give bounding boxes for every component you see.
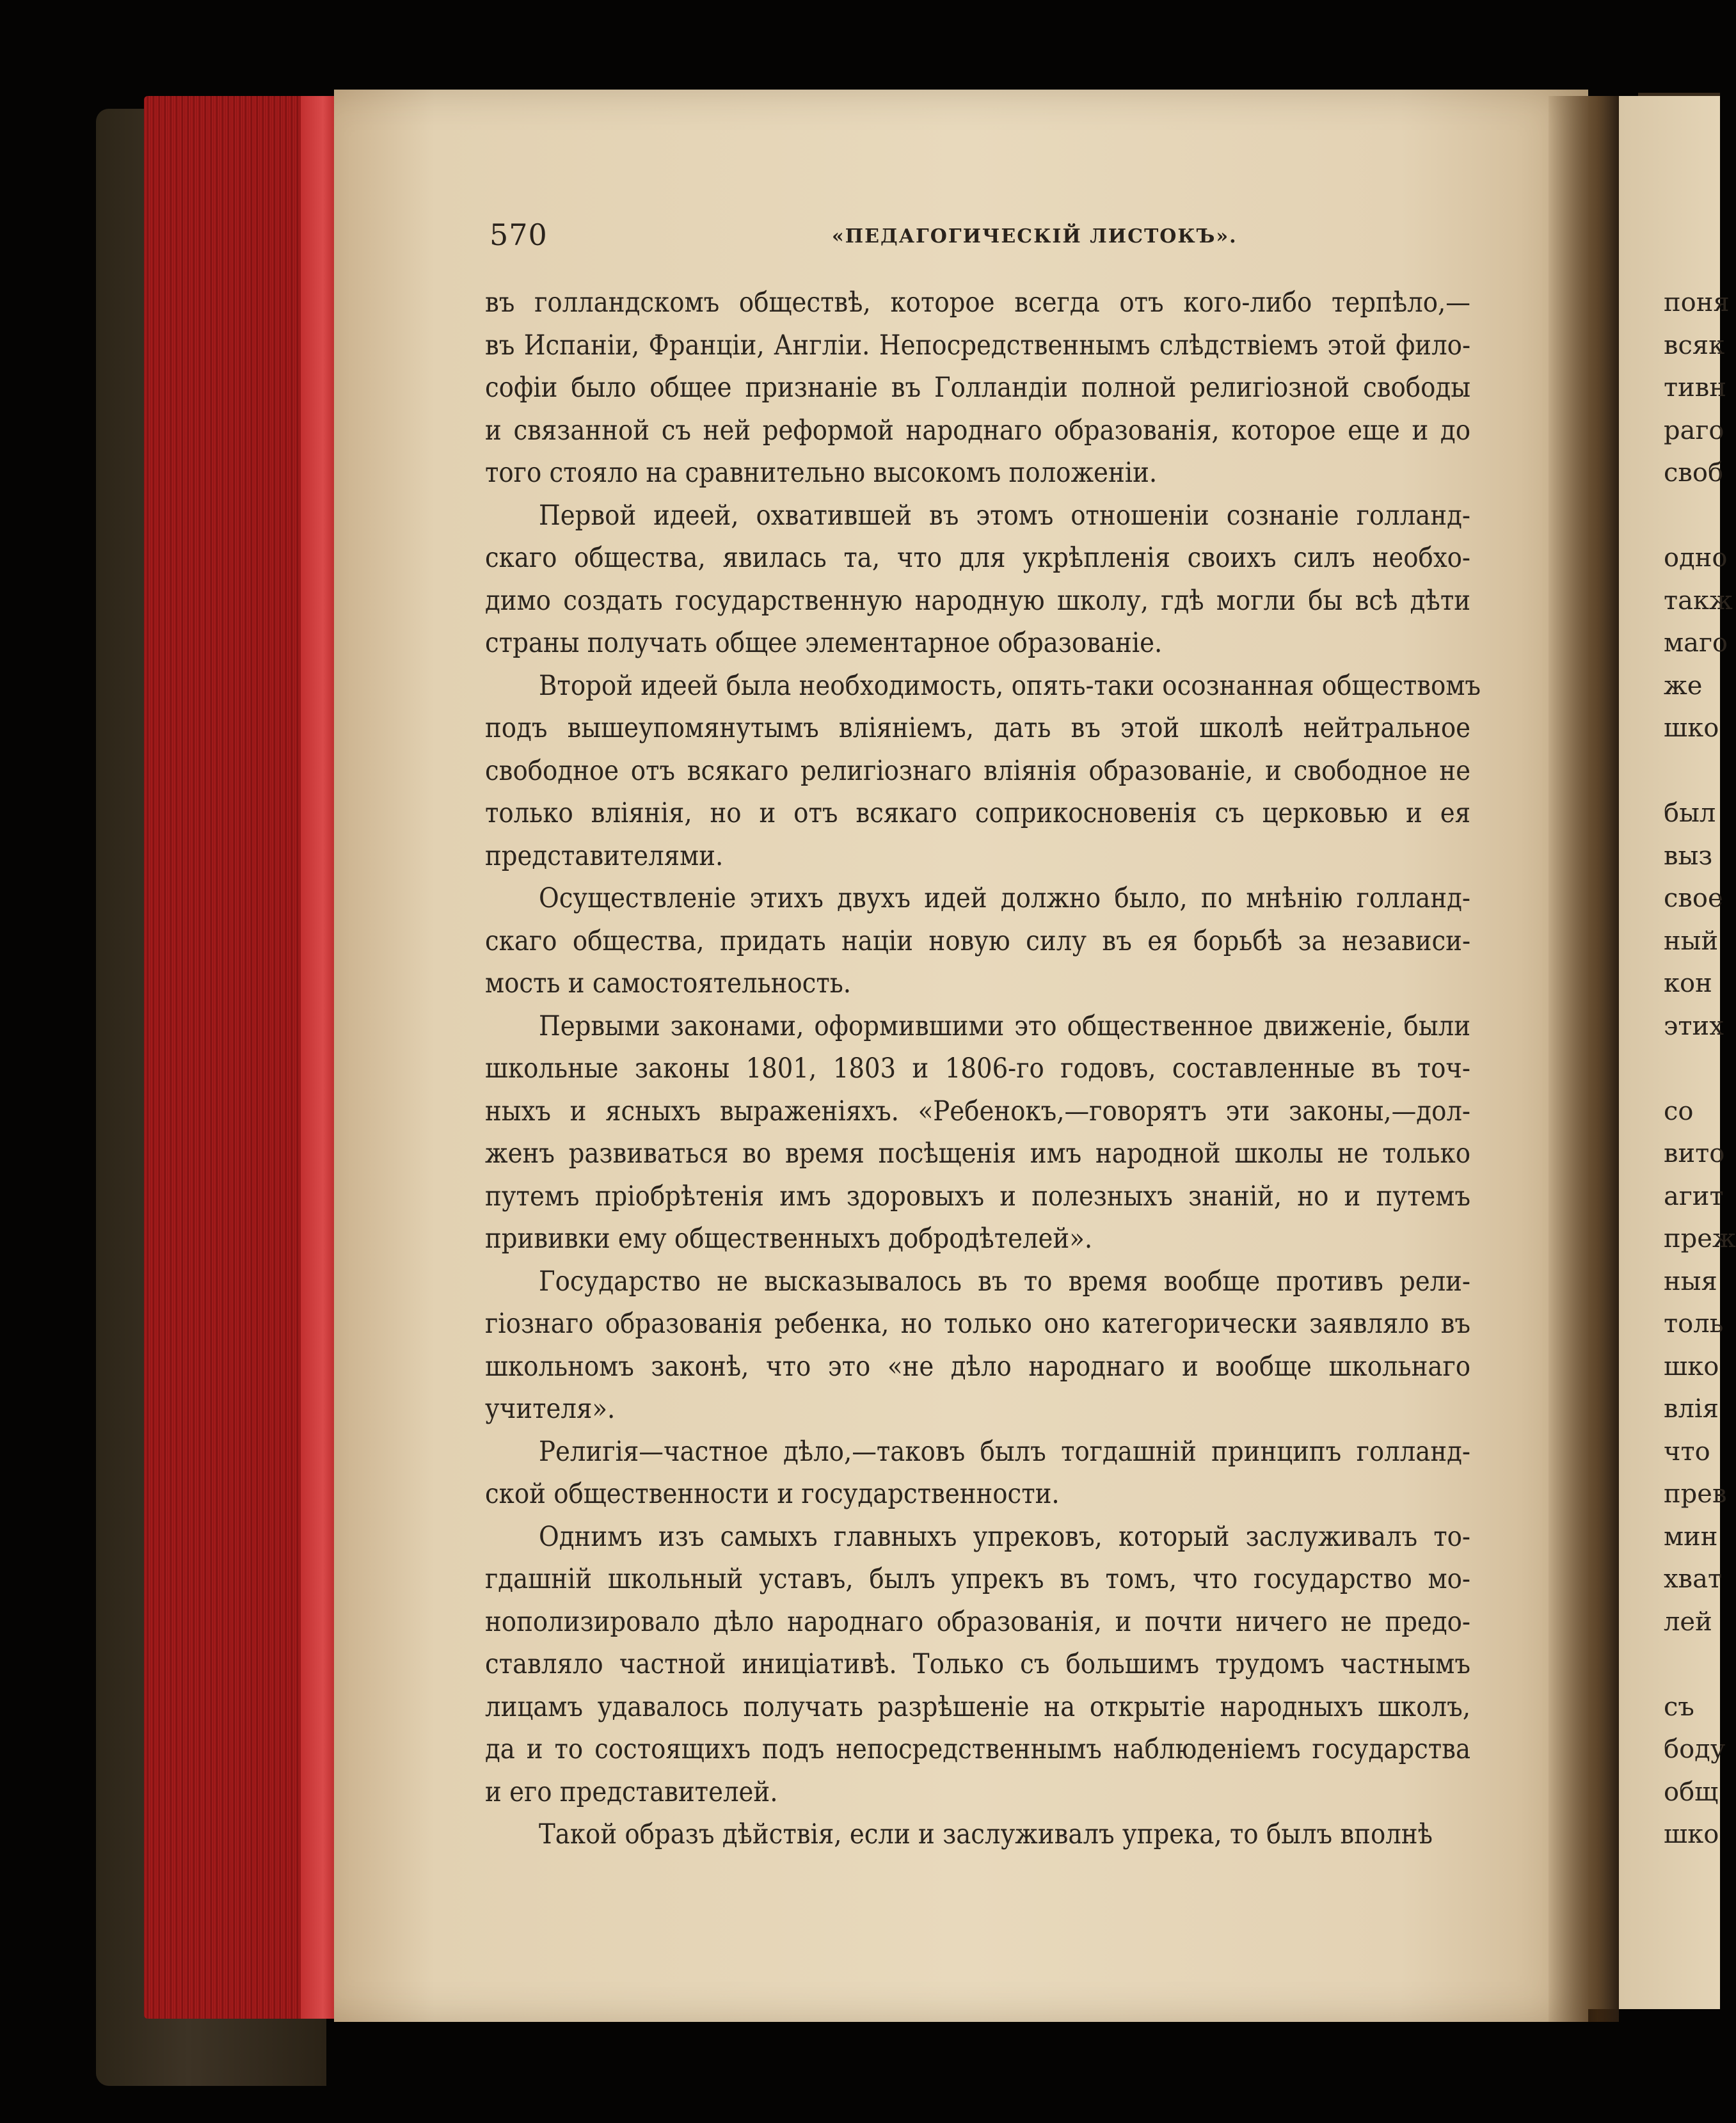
text-line: ставляло частной иниціативѣ. Только съ большимъ трудомъ частнымъ <box>485 1648 1470 1680</box>
right-page-fragment: со <box>1664 1096 1694 1126</box>
right-page-text <box>1664 282 1736 1856</box>
text-line: Второй идеей была необходимость, опять-таки осознанная обществомъ <box>539 669 1481 702</box>
right-page-fragment: что <box>1664 1436 1710 1467</box>
page-number: 570 <box>490 218 548 252</box>
text-line: женъ развиваться во время посѣщенія имъ народной школы не только <box>485 1138 1470 1170</box>
right-page-fragment: своб <box>1664 458 1724 488</box>
paragraph <box>485 665 1481 878</box>
right-page-fragment: шко <box>1664 713 1719 743</box>
text-line: гдашній школьный уставъ, былъ упрекъ въ томъ, что государство мо- <box>485 1563 1470 1595</box>
right-page-fragment <box>1664 1643 1721 1686</box>
right-page-fragment: выз <box>1664 841 1713 871</box>
right-page-fragment: ный <box>1664 926 1719 956</box>
text-line: ской общественности и государственности. <box>485 1478 1060 1510</box>
paragraph <box>485 877 1470 1005</box>
right-page-fragment: хват <box>1664 1564 1723 1594</box>
text-line: Государство не высказывалось въ то время вообще противъ рели- <box>539 1265 1470 1298</box>
text-line: подъ вышеупомянутымъ вліяніемъ, дать въ этой школѣ нейтральное <box>485 712 1470 744</box>
text-line: только вліянія, но и отъ всякаго соприкосновенія съ церковью и ея <box>485 797 1470 829</box>
text-line: свободное отъ всякаго религіознаго вліянія образованіе, и свободное не <box>485 754 1470 787</box>
text-line: нополизировало дѣло народнаго образованія, и почти ничего не предо- <box>485 1605 1470 1638</box>
right-page-fragment: прев <box>1664 1479 1727 1509</box>
paragraph <box>485 1516 1470 1814</box>
text-line: представителями. <box>485 839 724 872</box>
right-page-fragment: боду <box>1664 1735 1726 1764</box>
text-line: и его представителей. <box>485 1776 778 1808</box>
text-line: лицамъ удавалось получать разрѣшеніе на открытіе народныхъ школъ, <box>485 1690 1470 1723</box>
paragraph <box>485 1005 1470 1260</box>
text-line: путемъ пріобрѣтенія имъ здоровыхъ и полезныхъ знаній, но и путемъ <box>485 1180 1470 1213</box>
right-page-fragment: этих <box>1664 1011 1724 1041</box>
text-line: Однимъ изъ самыхъ главныхъ упрековъ, который заслуживалъ то- <box>539 1520 1470 1553</box>
text-line: гіознаго образованія ребенка, но только оно категорически заявляло въ <box>485 1308 1470 1340</box>
text-line: Осуществленіе этихъ двухъ идей должно было, по мнѣнію голланд- <box>539 882 1470 914</box>
right-page-fragment: шко <box>1664 1351 1719 1381</box>
paragraph <box>485 1431 1470 1516</box>
running-title: «ПЕДАГОГИЧЕСКІЙ ЛИСТОКЪ». <box>832 225 1238 248</box>
right-page-fragment: такж <box>1664 585 1733 616</box>
text-line: Такой образъ дѣйствія, если и заслуживалъ упрека, то былъ вполнѣ <box>539 1818 1433 1850</box>
text-line: Религія—частное дѣло,—таковъ былъ тогдашній принципъ голланд- <box>539 1435 1470 1468</box>
right-page-fragment: раго <box>1664 415 1724 445</box>
right-page-fragment: ныя <box>1664 1266 1717 1296</box>
paragraph <box>485 282 1470 495</box>
right-page-fragment: толь <box>1664 1309 1724 1339</box>
right-page-fragment: съ <box>1664 1692 1694 1722</box>
right-page-fragment: был <box>1664 799 1716 828</box>
body-text <box>485 282 1481 1856</box>
text-line: софіи было общее признаніе въ Голландіи полной религіозной свободы <box>485 372 1470 404</box>
text-line: скаго общества, придать націи новую силу въ ея борьбѣ за независи- <box>485 925 1470 957</box>
text-line: ныхъ и ясныхъ выраженіяхъ. «Ребенокъ,—говорятъ эти законы,—дол- <box>485 1095 1470 1127</box>
text-line: димо создать государственную народную школу, гдѣ могли бы всѣ дѣти <box>485 584 1470 617</box>
text-line: скаго общества, явилась та, что для укрѣпленія своихъ силъ необхо- <box>485 542 1470 574</box>
right-page-fragment: вито <box>1664 1139 1725 1168</box>
right-page-fragment: тивн <box>1664 373 1726 402</box>
right-page-fragment <box>1664 750 1721 793</box>
right-page-fragment: лей <box>1664 1607 1712 1637</box>
text-line: въ Испаніи, Франціи, Англіи. Непосредственнымъ слѣдствіемъ этой фило- <box>485 329 1470 362</box>
right-page-fragment: свое <box>1664 884 1723 913</box>
right-page-fragment: агит <box>1664 1181 1724 1211</box>
right-page-fragment <box>1664 495 1721 537</box>
paragraph <box>485 1813 1470 1856</box>
text-line: прививки ему общественныхъ добродѣтелей». <box>485 1223 1093 1255</box>
text-line: школьномъ законѣ, что это «не дѣло народнаго и вообще школьнаго <box>485 1350 1470 1383</box>
paragraph <box>485 495 1470 665</box>
text-line: и связанной съ ней реформой народнаго образованія, которое еще и до <box>485 414 1470 447</box>
right-page-fragment: маго <box>1664 628 1728 658</box>
paragraph <box>485 1260 1470 1431</box>
right-page-fragment: влія <box>1664 1394 1719 1424</box>
text-line: Первой идеей, охватившей въ этомъ отношеніи сознаніе голланд- <box>539 499 1470 532</box>
book-gutter <box>1549 96 1619 2022</box>
page-header <box>490 218 1475 262</box>
page-edge-highlight <box>301 96 338 2019</box>
right-page-fragment: мин <box>1664 1522 1718 1552</box>
text-line: Первыми законами, оформившими это общественное движеніе, были <box>539 1010 1470 1042</box>
text-line: мость и самостоятельность. <box>485 967 852 999</box>
text-line: да и то состоящихъ подъ непосредственнымъ наблюденіемъ государства <box>485 1733 1470 1765</box>
right-page-fragment: кон <box>1664 969 1712 998</box>
right-page-fragment: одно <box>1664 543 1728 573</box>
right-page-fragment: преж <box>1664 1224 1736 1253</box>
right-page-fragment: же <box>1664 671 1703 701</box>
text-line: страны получать общее элементарное образованіе. <box>485 627 1163 659</box>
text-line: того стояло на сравнительно высокомъ положеніи. <box>485 457 1158 489</box>
right-page-fragment: шко <box>1664 1820 1719 1849</box>
right-page-fragment: общ <box>1664 1777 1719 1807</box>
text-line: въ голландскомъ обществѣ, которое всегда отъ кого-либо терпѣло,— <box>485 287 1470 319</box>
right-page-fragment: поня <box>1664 288 1730 317</box>
text-line: школьные законы 1801, 1803 и 1806-го годовъ, составленные въ точ- <box>485 1053 1470 1085</box>
right-page-fragment <box>1664 1047 1721 1090</box>
right-page-fragment: всяк <box>1664 330 1725 360</box>
text-line: учителя». <box>485 1393 616 1425</box>
